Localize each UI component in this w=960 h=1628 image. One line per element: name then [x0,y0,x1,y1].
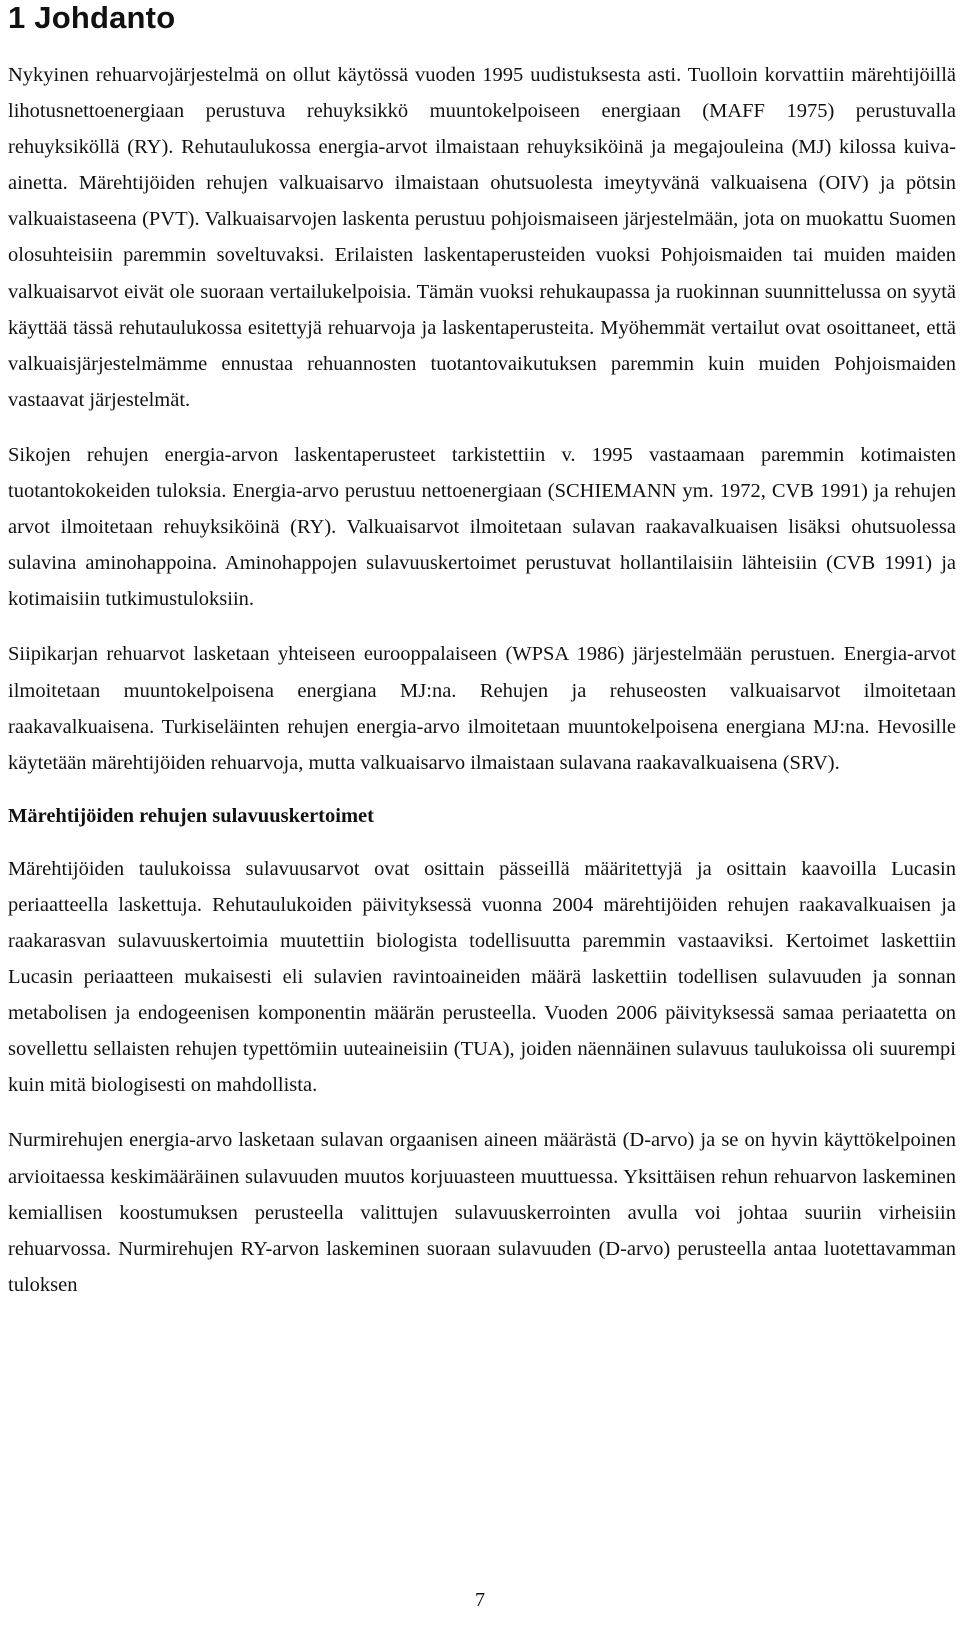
digestibility-paragraph: Märehtijöiden taulukoissa sulavuusarvot ovat osittain pässeillä määritettyjä ja osittain kaavoilla Lucasin periaatteella laskettuja. Rehutaulukoiden päivityksessä vuonna 2004 märehtijöiden rehujen raakavalkuaisen ja raakarasvan sulavuuskertoimia muutettiin biologista todellisuutta paremmin vastaaviksi. Kertoimet laskettiin Lucasin periaatteen mukaisesti eli sulavien ravintoaineiden määrä laskettiin todellisen sulavuuden ja sonnan metabolisen ja endogeenisen komponentin määrän perusteella. Vuoden 2006 päivityksessä samaa periaatetta on sovellettu sellaisten rehujen typettömiin uuteaineisiin (TUA), joiden näennäinen sulavuus taulukoissa oli suurempi kuin mitä biologisesti on mahdollista. [8,857,956,1097]
chapter-title: 1 Johdanto [8,0,176,35]
poultry-feed-paragraph: Siipikarjan rehuarvot lasketaan yhteiseen eurooppalaiseen (WPSA 1986) järjestelmään perustuen. Energia-arvot ilmoitetaan muuntokelpoisena energiana MJ:na. Rehujen ja rehuseosten valkuaisarvot ilmoitetaan raakavalkuaisena. Turkiseläinten rehujen energia-arvo ilmoitetaan muuntokelpoisena energiana MJ:na. Hevosille käytetään märehtijöiden rehuarvoja, mutta valkuaisarvo ilmaistaan sulavana raakavalkuaisena (SRV). [8,643,956,774]
pig-feed-paragraph: Sikojen rehujen energia-arvon laskentaperusteet tarkistettiin v. 1995 vastaamaan paremmin kotimaisten tuotantokokeiden tuloksia. Energia-arvo perustuu nettoenergiaan (SCHIEMANN ym. 1972, CVB 1991) ja rehujen arvot ilmoitetaan rehuyksiköinä (RY). Valkuaisarvot ilmoitetaan sulavan raakavalkuaisen lisäksi ohutsuolessa sulavina aminohappoina. Aminohappojen sulavuuskertoimet perustuvat hollantilaisiin lähteisiin (CVB 1991) ja kotimaisiin tutkimustuloksiin. [8,443,956,611]
page-number: 7 [475,1589,485,1611]
document-page [8,0,956,1303]
grass-feed-paragraph: Nurmirehujen energia-arvo lasketaan sulavan orgaanisen aineen määrästä (D-arvo) ja se on hyvin käyttökelpoinen arvioitaessa keskimääräinen sulavuuden muutos korjuuasteen muuttuessa. Yksittäisen rehun rehuarvon laskeminen kemiallisen koostumuksen perusteella valittujen sulavuuskerrointen avulla voi johtaa suuriin virheisiin rehuarvossa. Nurmirehujen RY-arvon laskeminen suoraan sulavuuden (D-arvo) perusteella antaa luotettavamman tuloksen [8,1129,956,1296]
section-heading: Märehtijöiden rehujen sulavuuskertoimet [8,804,374,827]
intro-paragraph: Nykyinen rehuarvojärjestelmä on ollut käytössä vuoden 1995 uudistuksesta asti. Tuolloin korvattiin märehtijöillä lihotusnettoenergiaan perustuva rehuyksikkö muuntokelpoiseen energiaan (MAFF 1975) perustuvalla rehuyksiköllä (RY). Rehutaulukossa energia-arvot ilmaistaan rehuyksiköinä ja megajouleina (MJ) kilossa kuiva-ainetta. Märehtijöiden rehujen valkuaisarvo ilmaistaan ohutsuolesta imeytyvänä valkuaisena (OIV) ja pötsin valkuaistaseena (PVT). Valkuaisarvojen laskenta perustuu pohjoismaiseen järjestelmään, jota on muokattu Suomen olosuhteisiin paremmin soveltuvaksi. Erilaisten laskentaperusteiden vuoksi Pohjoismaiden tai muiden maiden valkuaisarvot eivät ole suoraan vertailukelpoisia. Tämän vuoksi rehukaupassa ja ruokinnan suunnittelussa on syytä käyttää tässä rehutaulukossa esitettyjä rehuarvoja ja laskentaperusteita. Myöhemmät vertailut ovat osoittaneet, että valkuaisjärjestelmämme ennustaa rehuannosten tuotantovaikutuksen paremmin kuin muiden Pohjoismaiden vastaavat järjestelmät. [8,64,956,411]
